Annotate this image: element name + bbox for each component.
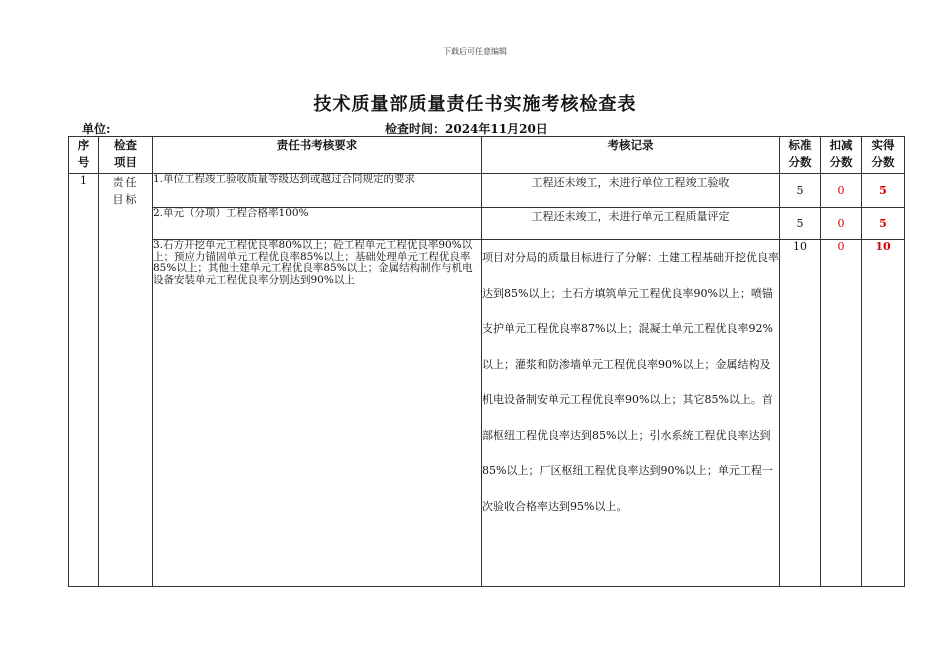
- actual-score: 5: [862, 174, 905, 208]
- requirement-cell: 3.石方开挖单元工程优良率80%以上；砼工程单元工程优良率90%以上；预应力锚固单元工程优良率85%以上；基础处理单元工程优良率85%以上；其他土建单元工程优良率85%以上；金属结构制作与机电设备安装单元工程优良率分别达到90%以上: [153, 240, 482, 587]
- header-actual: 实得 分数: [862, 137, 905, 174]
- header-seq: 序 号: [69, 137, 99, 174]
- standard-score: 5: [780, 208, 821, 240]
- page-title: 技术质量部质量责任书实施考核检查表: [313, 94, 637, 115]
- actual-score: 10: [862, 240, 905, 587]
- header-row: [69, 137, 905, 174]
- actual-score: 5: [862, 208, 905, 240]
- header-standard: 标准 分数: [780, 137, 821, 174]
- table-row: [69, 208, 905, 240]
- deduct-score: 0: [821, 208, 862, 240]
- unit-label: 单位:: [82, 122, 111, 136]
- table-row: [69, 240, 905, 587]
- standard-score: 5: [780, 174, 821, 208]
- row-seq: 1: [69, 174, 99, 587]
- deduct-score: 0: [821, 174, 862, 208]
- requirement-cell: 1.单位工程竣工验收质量等级达到或越过合同规定的要求: [153, 174, 482, 208]
- header-requirement: 责任书考核要求: [153, 137, 482, 174]
- header-deduct: 扣减 分数: [821, 137, 862, 174]
- deduct-score: 0: [821, 240, 862, 587]
- record-cell: 工程还未竣工，未进行单元工程质量评定: [482, 208, 780, 240]
- assessment-table: [68, 136, 905, 587]
- requirement-cell: 2.单元（分项）工程合格率100%: [153, 208, 482, 240]
- record-cell: 项目对分局的质量目标进行了分解：土建工程基础开挖优良率达到85%以上；土石方填筑单元工程优良率90%以上；喷锚支护单元工程优良率87%以上；混凝土单元工程优良率92%以上；灌浆和防渗墙单元工程优良率90%以上；金属结构及机电设备制安单元工程优良率90%以上；其它85%以上。首部枢纽工程优良率达到85%以上；引水系统工程优良率达到85%以上；厂区枢纽工程优良率达到90%以上；单元工程一次验收合格率达到95%以上。: [482, 240, 780, 587]
- header-record: 考核记录: [482, 137, 780, 174]
- table-row: [69, 174, 905, 208]
- download-note: 下载后可任意编辑: [443, 47, 507, 56]
- standard-score: 10: [780, 240, 821, 587]
- header-item: 检查 项目: [99, 137, 153, 174]
- check-time: 检查时间：2024年11月20日: [385, 122, 548, 136]
- record-cell: 工程还未竣工，未进行单位工程竣工验收: [482, 174, 780, 208]
- row-item: 责任 目标: [99, 174, 153, 587]
